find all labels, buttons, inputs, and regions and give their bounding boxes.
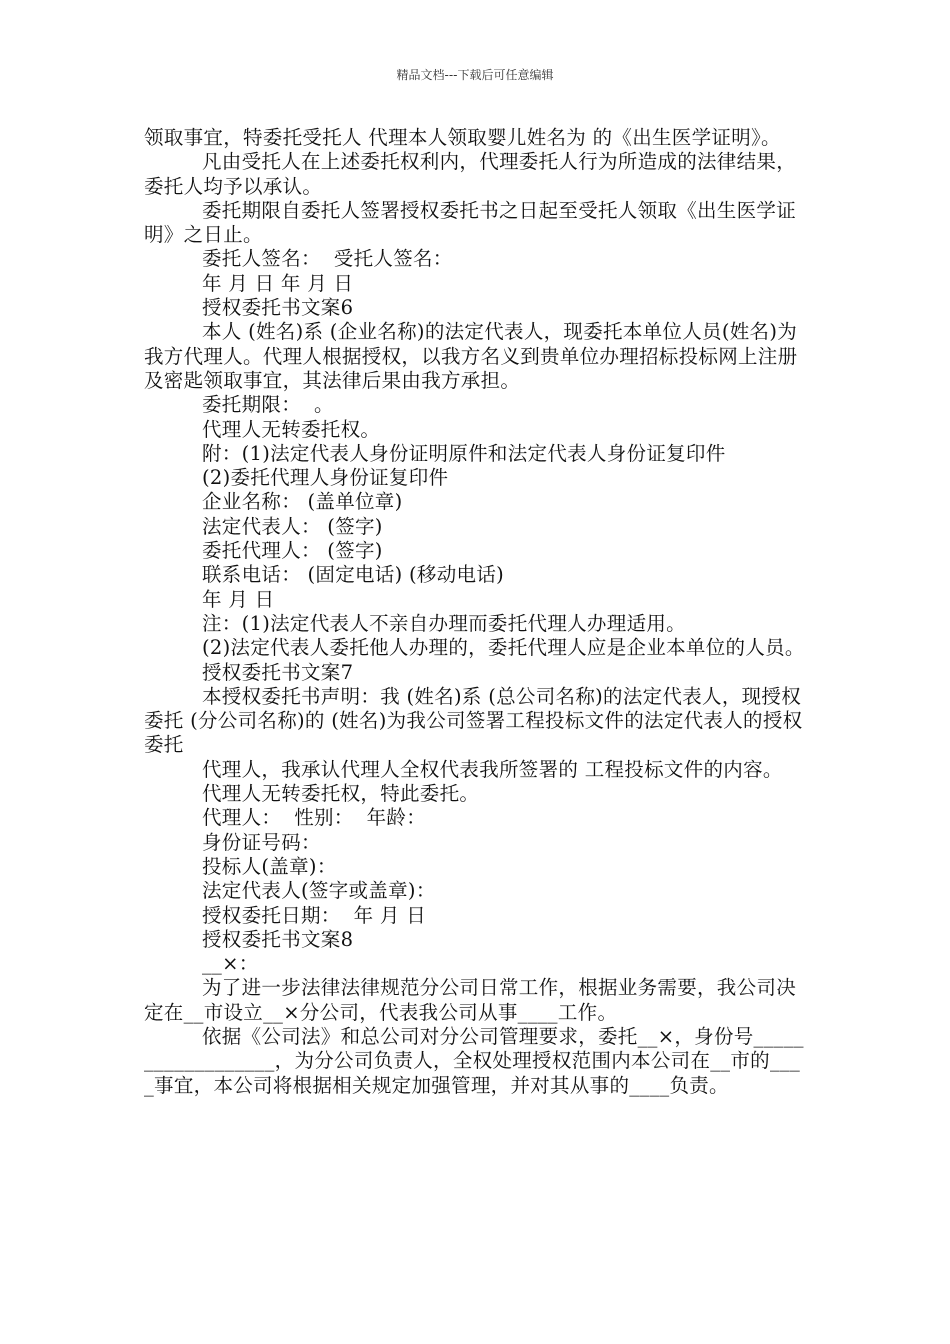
paragraph: 本人 (姓名)系 (企业名称)的法定代表人，现委托本单位人员(姓名)为我方代理人。代理人根据授权，以我方名义到贵单位办理招标投标网上注册及密匙领取事宜，其法律后果由我方承担。 [144, 320, 798, 392]
paragraph: 代理人无转委托权，特此委托。 [202, 782, 480, 806]
paragraph: 附：(1)法定代表人身份证明原件和法定代表人身份证复印件 [202, 441, 726, 465]
paragraph: (2)法定代表人委托他人办理的，委托代理人应是企业本单位的人员。 [202, 636, 805, 660]
paragraph: 委托期限： 。 [202, 393, 334, 417]
paragraph: 委托代理人： (签字) [202, 539, 383, 563]
paragraph: 投标人(盖章)： [202, 854, 337, 878]
paragraph: 代理人： 性别： 年龄： [202, 806, 426, 830]
paragraph: 法定代表人： (签字) [202, 514, 383, 538]
page-header: 精品文档---下载后可任意编辑 [396, 68, 554, 82]
section-heading: 授权委托书文案8 [202, 927, 354, 951]
paragraph: 领取事宜，特委托受托人 代理本人领取婴儿姓名为 的《出生医学证明》。 [144, 126, 781, 149]
paragraph: 身份证号码： [202, 830, 321, 854]
section-heading: 授权委托书文案7 [202, 660, 354, 684]
paragraph: 注：(1)法定代表人不亲自办理而委托代理人办理适用。 [202, 611, 686, 635]
paragraph: 企业名称： (盖单位章) [202, 490, 403, 514]
paragraph: __×： [202, 952, 259, 976]
paragraph: 委托期限自委托人签署授权委托书之日起至受托人领取《出生医学证明》之日止。 [144, 198, 797, 247]
paragraph: 年 月 日 年 月 日 [202, 271, 354, 295]
paragraph: 委托人签名： 受托人签名： [202, 247, 453, 271]
paragraph: 本授权委托书声明：我 (姓名)系 (总公司名称)的法定代表人，现授权委托 (分公司名称)的 (姓名)为我公司签署工程投标文件的法定代表人的授权委托 [144, 684, 803, 757]
paragraph: 法定代表人(签字或盖章)： [202, 879, 436, 903]
paragraph: 代理人，我承认代理人全权代表我所签署的 工程投标文件的内容。 [202, 757, 783, 781]
section-heading: 授权委托书文案6 [202, 296, 354, 320]
document-body [144, 126, 809, 1098]
paragraph: 依据《公司法》和总公司对分公司管理要求，委托__×，身份号__________________，为分公司负责人，全权处理授权范围内本公司在__市的____事宜，本公司将根据相关规定加强管理，并对其从事的____负责。 [144, 1024, 804, 1097]
paragraph: (2)委托代理人身份证复印件 [202, 466, 449, 490]
paragraph: 年 月 日 [202, 587, 275, 611]
paragraph: 凡由受托人在上述委托权利内，代理委托人行为所造成的法律结果，委托人均予以承认。 [144, 150, 797, 198]
paragraph: 代理人无转委托权。 [202, 417, 381, 441]
paragraph: 联系电话： (固定电话) (移动电话) [202, 563, 505, 587]
paragraph: 为了进一步法律法律规范分公司日常工作，根据业务需要，我公司决定在__市设立__×分公司，代表我公司从事____工作。 [144, 976, 797, 1024]
paragraph: 授权委托日期： 年 月 日 [202, 903, 426, 927]
